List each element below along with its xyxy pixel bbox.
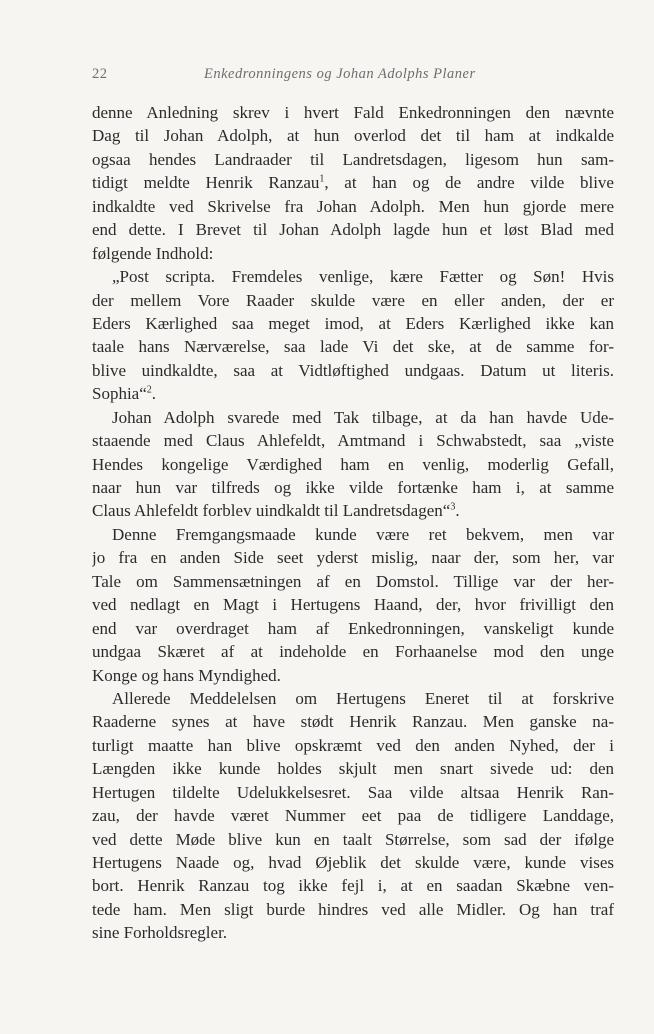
text-line-content: Raaderne synes at have stødt Henrik Ranzau. Men ganske na- bbox=[92, 712, 614, 732]
text-line bbox=[92, 289, 614, 312]
text-line bbox=[92, 476, 614, 499]
text-line bbox=[92, 382, 614, 405]
text-line bbox=[92, 546, 614, 569]
text-line-content: end var overdraget ham af Enkedronningen, vanskeligt kunde bbox=[92, 618, 614, 638]
text-line-content: staaende med Claus Ahlefeldt, Amtmand i Schwabstedt, saa „viste bbox=[92, 431, 614, 451]
text-line-content: Sophia“ bbox=[92, 384, 147, 404]
text-line bbox=[92, 921, 614, 944]
text-line bbox=[92, 242, 614, 265]
text-line-content: Denne Fremgangsmaade kunde være ret bekvem, men var bbox=[112, 524, 614, 544]
text-line-content: naar hun var tilfreds og ikke vilde fortænke ham i, at samme bbox=[92, 478, 614, 497]
text-line-content: jo fra en anden Side seet yderst mislig, naar der, som her, var bbox=[92, 548, 614, 568]
text-line-content: tidigt meldte Henrik Ranzau bbox=[92, 173, 320, 193]
text-line-content: bort. Henrik Ranzau tog ikke fejl i, at en saadan Skæbne ven- bbox=[92, 876, 614, 896]
text-line-content: Eders Kærlighed saa meget imod, at Eders Kærlighed ikke kan bbox=[92, 313, 614, 333]
text-line bbox=[92, 406, 614, 429]
text-line-content: denne Anledning skrev i hvert Fald Enkedronningen den nævnte bbox=[92, 103, 614, 122]
text-line bbox=[92, 710, 614, 733]
text-line-content: Tale om Sammensætningen af en Domstol. Tillige var der her- bbox=[92, 571, 614, 591]
text-line-content: turligt maatte han blive opskræmt ved den anden Nyhed, der i bbox=[92, 735, 614, 755]
text-line bbox=[92, 453, 614, 476]
text-line-content: end dette. I Brevet til Johan Adolph lagde hun et løst Blad med bbox=[92, 220, 614, 240]
text-line bbox=[92, 804, 614, 827]
text-line bbox=[92, 757, 614, 780]
page-header bbox=[92, 66, 552, 90]
text-line-content: Konge og hans Myndighed. bbox=[92, 665, 281, 685]
text-line-content: Claus Ahlefeldt forblev uindkaldt til Landretsdagen“ bbox=[92, 501, 451, 521]
text-line-content: „Post scripta. Fremdeles venlige, kære Fætter og Søn! Hvis bbox=[112, 267, 614, 287]
text-line bbox=[92, 171, 614, 194]
text-line bbox=[92, 218, 614, 241]
text-line-content: følgende Indhold: bbox=[92, 243, 214, 263]
text-line bbox=[92, 828, 614, 851]
text-line-content: Længden ikke kunde holdes skjult men snart sivede ud: den bbox=[92, 759, 614, 779]
body-text bbox=[92, 101, 614, 945]
text-line-content: Hertugen tildelte Udelukkelsesret. Saa vilde altsaa Henrik Ran- bbox=[92, 782, 614, 802]
text-line bbox=[92, 593, 614, 616]
text-line-continuation: . bbox=[455, 501, 460, 521]
text-line bbox=[92, 429, 614, 452]
text-line-content: Hertugens Naade og, hvad Øjeblik det skulde være, kunde vises bbox=[92, 853, 614, 872]
text-line bbox=[92, 570, 614, 593]
text-line-content: der mellem Vore Raader skulde være en eller anden, der er bbox=[92, 290, 614, 310]
text-line-content: blive uindkaldte, saa at Vidtløftighed undgaas. Datum ut literis. bbox=[92, 360, 614, 380]
text-line-continuation: , at han og de andre vilde blive bbox=[324, 173, 614, 193]
footnote-marker: 2 bbox=[146, 384, 152, 396]
text-line bbox=[92, 874, 614, 897]
text-line bbox=[92, 617, 614, 640]
text-line-content: tede ham. Men sligt burde hindres ved alle Midler. Og han traf bbox=[92, 899, 614, 919]
text-line-content: zau, der havde været Nummer eet paa de tidligere Landdage, bbox=[92, 806, 614, 826]
text-line-content: indkaldte ved Skrivelse fra Johan Adolph. Men hun gjorde mere bbox=[92, 196, 614, 216]
text-line-content: sine Forholdsregler. bbox=[92, 923, 228, 943]
text-line-content: Hendes kongelige Værdighed ham en venlig, moderlig Gefall, bbox=[92, 454, 614, 474]
text-line bbox=[92, 124, 614, 147]
text-line bbox=[92, 101, 614, 124]
text-line bbox=[92, 312, 614, 335]
text-line bbox=[92, 781, 614, 804]
text-line-continuation: . bbox=[151, 384, 157, 404]
text-line-content: ogsaa hendes Landraader til Landretsdagen, ligesom hun sam- bbox=[92, 149, 614, 169]
text-line bbox=[92, 335, 614, 358]
text-line-content: Johan Adolph svarede med Tak tilbage, at da han havde Ude- bbox=[112, 407, 614, 427]
text-line bbox=[92, 898, 614, 921]
text-line bbox=[92, 687, 614, 710]
text-line bbox=[92, 734, 614, 757]
text-line-content: ved dette Møde blive kun en taalt Størrelse, som sad der ifølge bbox=[92, 829, 614, 849]
text-line bbox=[92, 851, 614, 874]
running-title: Enkedronningens og Johan Adolphs Planer bbox=[204, 66, 476, 82]
text-line bbox=[92, 523, 614, 546]
text-line-content: Dag til Johan Adolph, at hun overlod det til ham at indkalde bbox=[92, 126, 614, 146]
text-line bbox=[92, 499, 614, 522]
text-line bbox=[92, 148, 614, 171]
text-line-content: taale hans Nærværelse, saa lade Vi det ske, at de samme for- bbox=[92, 337, 614, 357]
text-line-content: Allerede Meddelelsen om Hertugens Eneret til at forskrive bbox=[112, 688, 614, 708]
text-line bbox=[92, 664, 614, 687]
page-number: 22 bbox=[92, 66, 108, 82]
text-line bbox=[92, 265, 614, 288]
text-line bbox=[92, 359, 614, 382]
text-line bbox=[92, 640, 614, 663]
footnote-marker: 3 bbox=[450, 501, 456, 513]
text-line bbox=[92, 195, 614, 218]
text-line-content: undgaa Skæret af at indeholde en Forhaanelse mod den unge bbox=[92, 642, 614, 662]
footnote-marker: 1 bbox=[319, 173, 325, 185]
text-line-content: ved nedlagt en Magt i Hertugens Haand, der, hvor frivilligt den bbox=[92, 595, 614, 615]
